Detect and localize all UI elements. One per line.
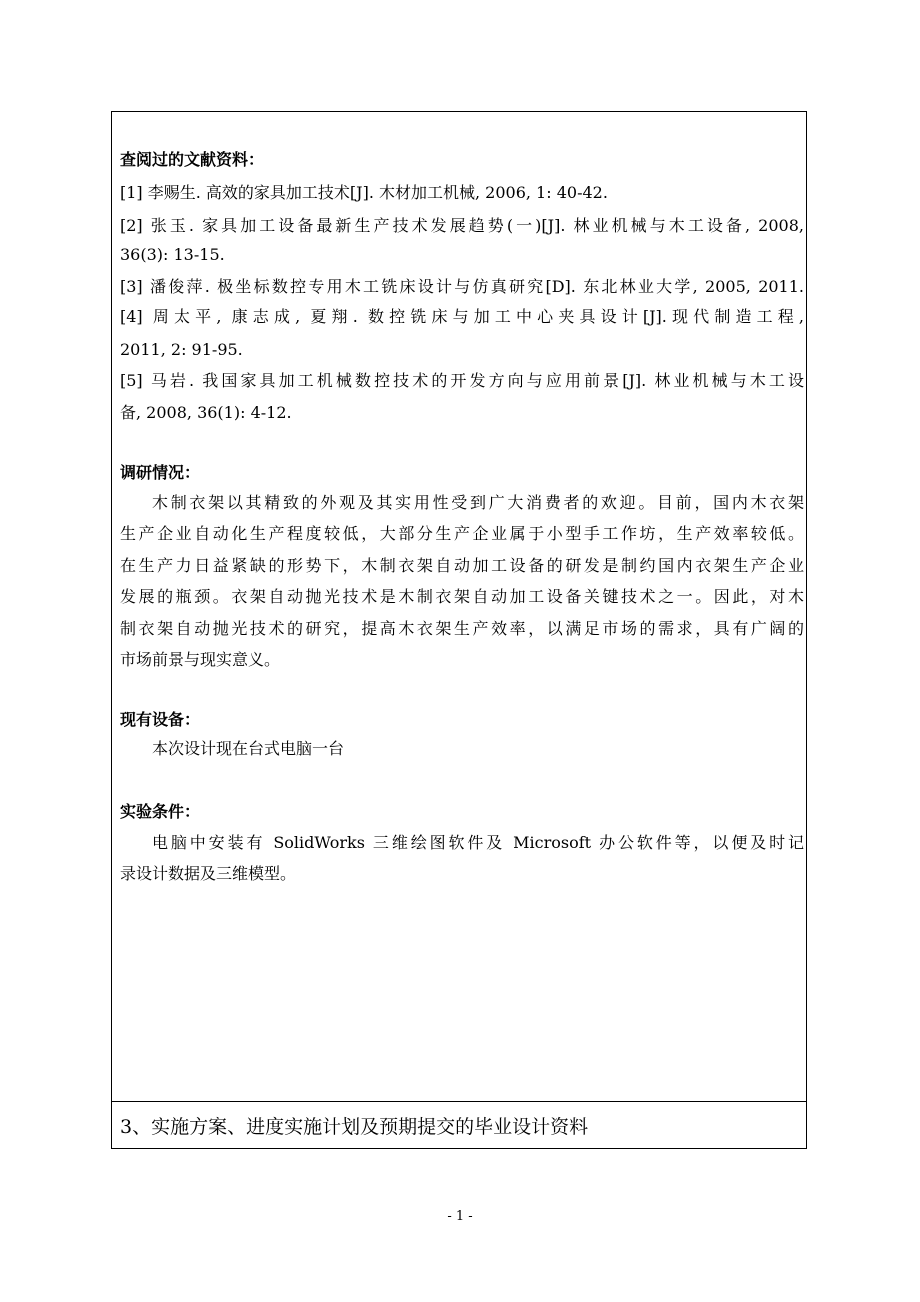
research-line-1: 木制衣架以其精致的外观及其实用性受到广大消费者的欢迎。目前，国内木衣架 — [152, 493, 804, 512]
page-number: - 1 - — [447, 1209, 473, 1224]
research-line-3: 在生产力日益紧缺的形势下，木制衣架自动加工设备的研发是制约国内衣架生产企业 — [120, 556, 804, 575]
content-cell — [112, 112, 806, 1102]
conditions-heading: 实验条件： — [120, 802, 201, 821]
reference-5-line-1: [5] 马岩. 我国家具加工机械数控技术的开发方向与应用前景[J]. 林业机械与木工设 — [120, 371, 804, 390]
equipment-heading: 现有设备： — [120, 710, 201, 729]
reference-2-line-2: 36(3): 13-15. — [120, 245, 225, 264]
reference-3: [3] 潘俊萍. 极坐标数控专用木工铣床设计与仿真研究[D]. 东北林业大学, 2005, 2011. — [120, 277, 804, 296]
reference-2-line-1: [2] 张玉. 家具加工设备最新生产技术发展趋势(一)[J]. 林业机械与木工设备, 2008, — [120, 216, 804, 235]
section-title: 3、实施方案、进度实施计划及预期提交的毕业设计资料 — [120, 1116, 589, 1138]
research-line-6: 市场前景与现实意义。 — [120, 650, 281, 669]
research-line-2: 生产企业自动化生产程度较低，大部分生产企业属于小型手工作坊，生产效率较低。 — [120, 524, 804, 543]
research-line-4: 发展的瓶颈。衣架自动抛光技术是木制衣架自动加工设备关键技术之一。因此，对木 — [120, 587, 804, 606]
research-line-5: 制衣架自动抛光技术的研究，提高木衣架生产效率，以满足市场的需求，具有广阔的 — [120, 619, 804, 638]
reference-4-line-1: [4] 周太平, 康志成, 夏翔. 数控铣床与加工中心夹具设计[J].现代制造工程, — [120, 307, 804, 326]
research-heading: 调研情况： — [120, 463, 201, 482]
reference-5-line-2: 备, 2008, 36(1): 4-12. — [120, 403, 292, 422]
equipment-text: 本次设计现在台式电脑一台 — [152, 739, 345, 758]
references-heading: 查阅过的文献资料： — [120, 150, 265, 169]
section-header-cell — [112, 1102, 806, 1148]
conditions-line-2: 录设计数据及三维模型。 — [120, 864, 297, 883]
form-table — [111, 111, 807, 1149]
reference-4-line-2: 2011, 2: 91-95. — [120, 340, 243, 359]
reference-1: [1] 李赐生. 高效的家具加工技术[J]. 木材加工机械, 2006, 1: 40-42. — [120, 183, 608, 202]
conditions-line-1: 电脑中安装有 SolidWorks 三维绘图软件及 Microsoft 办公软件等，以便及时记 — [152, 833, 804, 852]
